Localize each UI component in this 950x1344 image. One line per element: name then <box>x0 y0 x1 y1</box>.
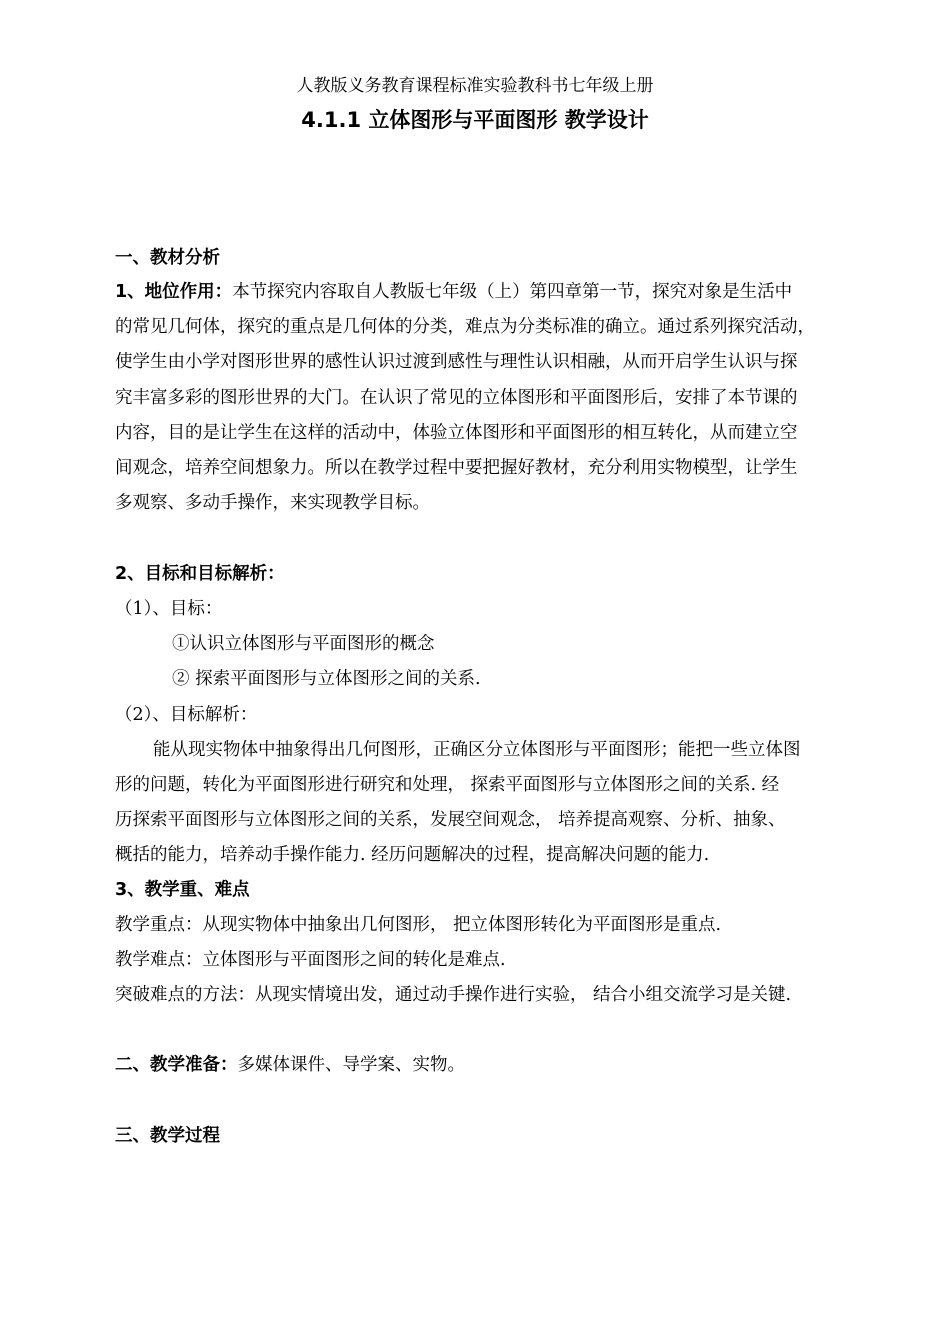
goal-item-1: ①认识立体图形与平面图形的概念 <box>172 634 435 654</box>
role-paragraph-line-7: 多观察、多动手操作，来实现教学目标。 <box>115 493 430 513</box>
preparation-text: 多媒体课件、导学案、实物。 <box>237 1055 465 1075</box>
goal-item-2: ② 探索平面图形与立体图形之间的关系. <box>172 669 481 689</box>
analysis-line-2: 形的问题，转化为平面图形进行研究和处理， 探索平面图形与立体图形之间的关系. 经 <box>115 775 780 795</box>
role-paragraph-line-3: 使学生由小学对图形世界的感性认识过渡到感性与理性认识相融，从而开启学生认识与探 <box>115 352 798 372</box>
role-paragraph-line-2: 的常见几何体，探究的重点是几何体的分类，难点为分类标准的确立。通过系列探究活动， <box>115 317 815 337</box>
document-subtitle: 人教版义务教育课程标准实验教科书七年级上册 <box>296 76 654 96</box>
analysis-line-4: 概括的能力，培养动手操作能力. 经历问题解决的过程，提高解决问题的能力. <box>115 845 710 865</box>
goals-subheading-2: （2）、目标解析： <box>115 705 258 725</box>
analysis-line-3: 历探索平面图形与立体图形之间的关系，发展空间观念， 培养提高观察、分析、抽象、 <box>115 810 786 830</box>
analysis-line-1: 能从现实物体中抽象得出几何图形，正确区分立体图形与平面图形；能把一些立体图 <box>153 740 801 760</box>
document-title: 4.1.1 立体图形与平面图形 教学设计 <box>301 108 649 132</box>
section-heading-textbook-analysis: 一、教材分析 <box>115 248 220 268</box>
preparation-heading: 二、教学准备： <box>115 1055 238 1075</box>
role-label: 1、地位作用： <box>115 282 233 302</box>
goals-subheading-1: （1）、目标： <box>115 599 223 619</box>
difficult-point-line: 教学难点：立体图形与平面图形之间的转化是难点. <box>115 950 506 970</box>
breakthrough-method-line: 突破难点的方法：从现实情境出发，通过动手操作进行实验， 结合小组交流学习是关键. <box>115 985 792 1005</box>
role-paragraph-line-5: 内容，目的是让学生在这样的活动中，体验立体图形和平面图形的相互转化，从而建立空 <box>115 423 798 443</box>
key-point-line: 教学重点：从现实物体中抽象出几何图形， 把立体图形转化为平面图形是重点. <box>115 915 722 935</box>
role-paragraph-line-4: 究丰富多彩的图形世界的大门。在认识了常见的立体图形和平面图形后，安排了本节课的 <box>115 388 798 408</box>
key-points-heading: 3、教学重、难点 <box>115 880 250 900</box>
preparation-line <box>115 1053 465 1077</box>
goals-heading: 2、目标和目标解析： <box>115 564 285 584</box>
role-paragraph-line-1 <box>115 280 792 304</box>
role-paragraph-line-6: 间观念，培养空间想象力。所以在教学过程中要把握好教材，充分利用实物模型，让学生 <box>115 458 798 478</box>
role-text: 本节探究内容取自人教版七年级（上）第四章第一节，探究对象是生活中 <box>232 282 793 302</box>
section-heading-teaching-process: 三、教学过程 <box>115 1126 220 1146</box>
